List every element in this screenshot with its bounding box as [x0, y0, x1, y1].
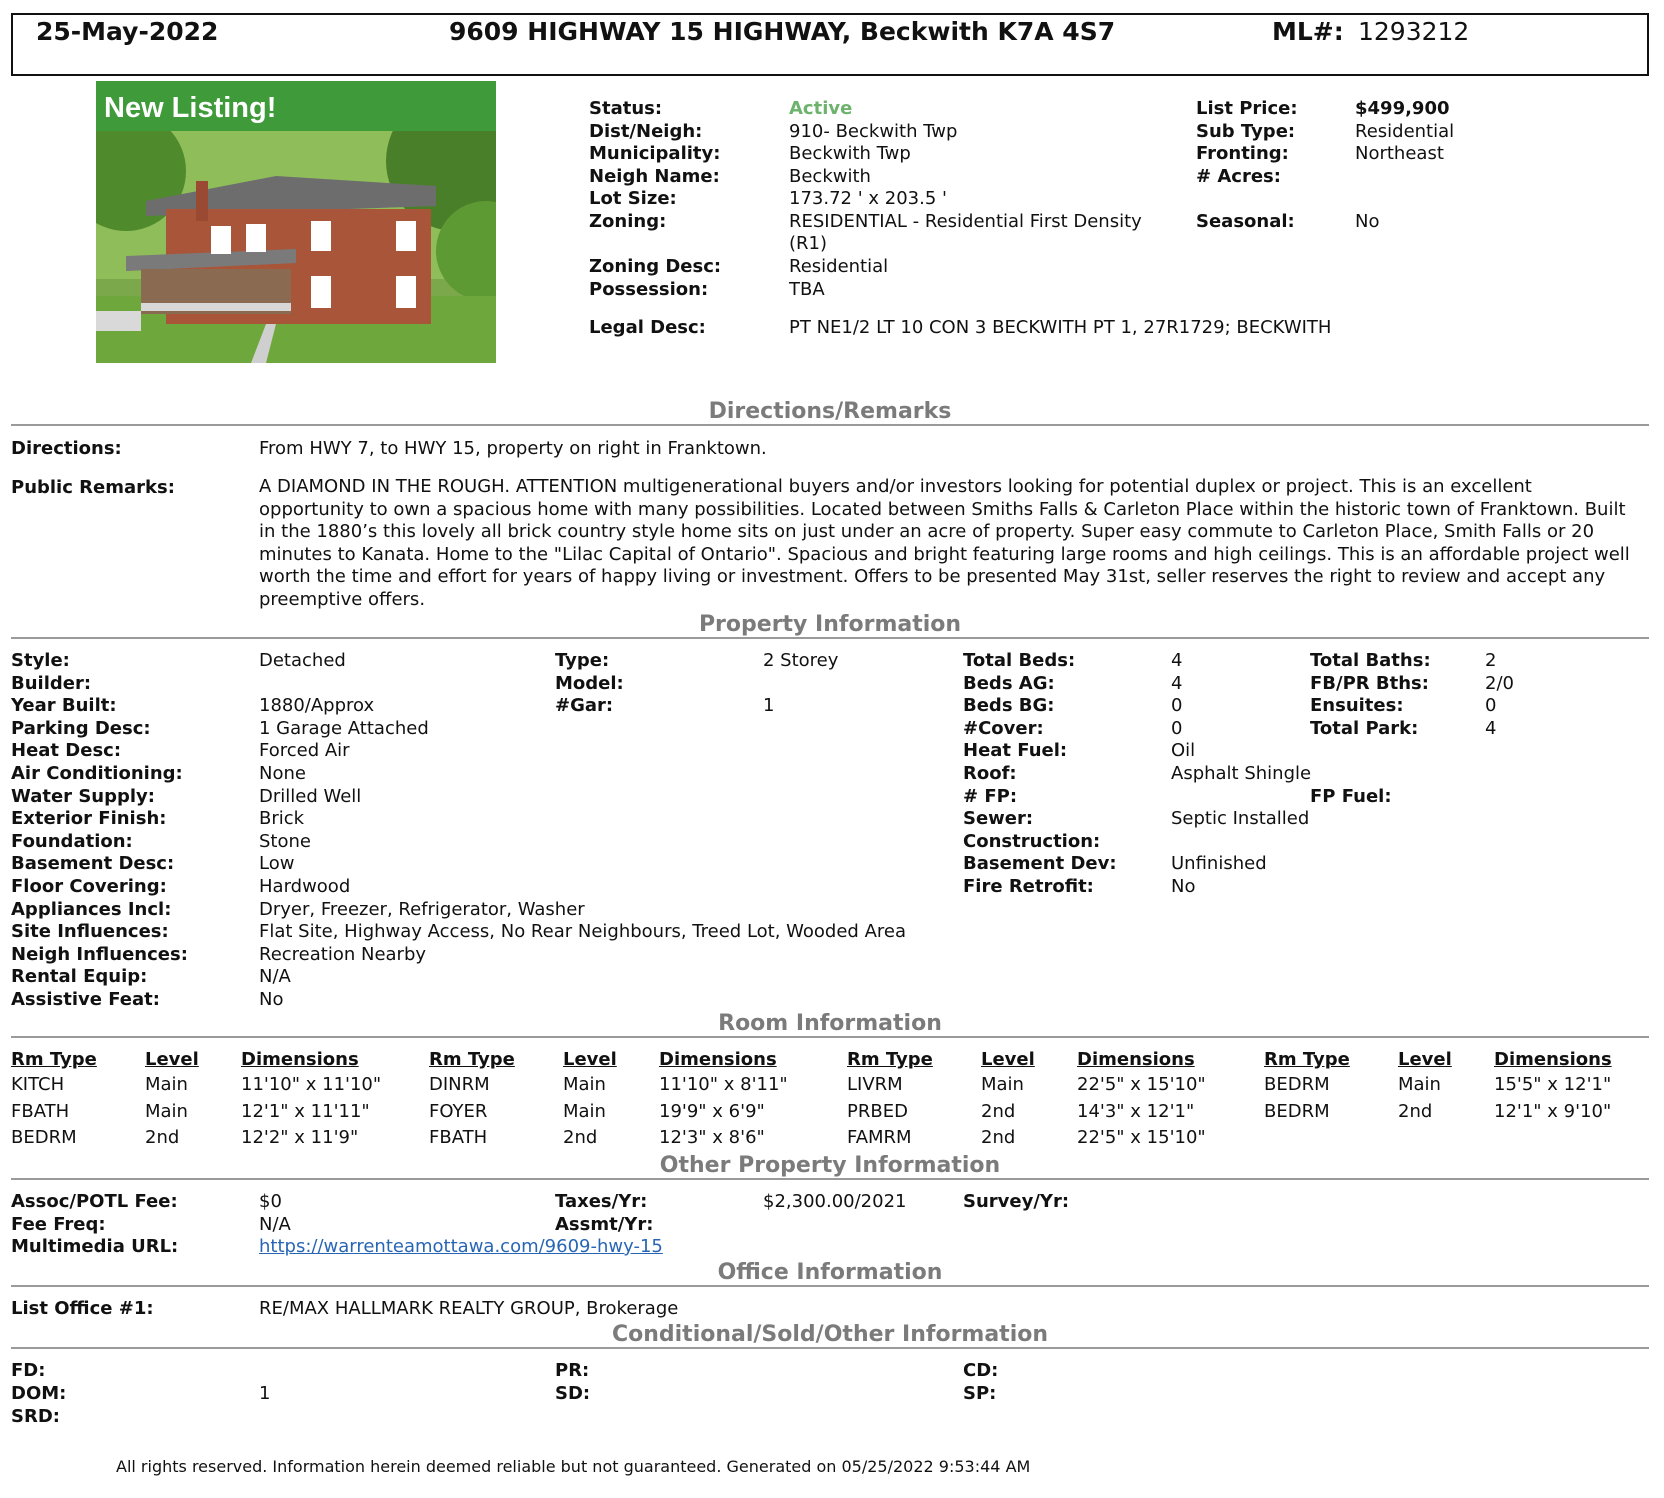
property-field-label: #Gar:	[555, 695, 614, 717]
assoc-fee-label: Assoc/POTL Fee:	[11, 1191, 178, 1212]
public-remarks-value: A DIAMOND IN THE ROUGH. ATTENTION multigenerational buyers and/or investors looking for potential duplex or project. This is an excellent opportunity to own a spacious home with many possibilities. Located between Smiths Falls & Carleton Place within the historic town of Franktown. Built in the 1880’s this lovely all brick country style home sits on just under an acre of property. Super easy commute to Carleton Place, Smith Falls or 20 minutes to Kanata. Home to the "Lilac Capital of Ontario". Spacious and bright featuring large rooms and high ceilings. This is an affordable project well worth the time and effort for years of happy living or investment. Offers to be presented May 31st, seller reserves the right to review and accept any preemptive offers.	[259, 476, 1630, 610]
room-level: 2nd	[981, 1100, 1016, 1122]
room-column-header: Rm Type	[11, 1049, 97, 1070]
property-field-value: 2	[1485, 650, 1497, 671]
sd-label: SD:	[555, 1383, 591, 1404]
room-column-header: Level	[563, 1049, 617, 1070]
assmt-label: Assmt/Yr:	[555, 1214, 654, 1235]
neigh-name-value: Beckwith	[789, 166, 871, 187]
sp-label: SP:	[963, 1383, 997, 1404]
property-field-value: Forced Air	[259, 740, 350, 762]
seasonal-value: No	[1355, 211, 1380, 232]
property-field-value: 4	[1485, 717, 1497, 739]
room-level: Main	[145, 1100, 188, 1122]
room-level: 2nd	[145, 1127, 180, 1148]
property-field-value: Flat Site, Highway Access, No Rear Neighbours, Treed Lot, Wooded Area	[259, 921, 907, 943]
room-dimensions: 15'5" x 12'1"	[1494, 1074, 1612, 1095]
property-field-label: Exterior Finish:	[11, 808, 167, 830]
property-field-label: FB/PR Bths:	[1310, 672, 1429, 694]
room-column-header: Rm Type	[847, 1049, 933, 1070]
section-title-rooms: Room Information	[718, 1011, 942, 1036]
list-office-label: List Office #1:	[11, 1298, 154, 1319]
legal-desc-value: PT NE1/2 LT 10 CON 3 BECKWITH PT 1, 27R1729; BECKWITH	[789, 317, 1332, 338]
room-column-header: Dimensions	[241, 1049, 359, 1070]
zoning-value-line1: RESIDENTIAL - Residential First Density	[789, 211, 1142, 232]
listing-address: 9609 HIGHWAY 15 HIGHWAY, Beckwith K7A 4S7	[449, 17, 1116, 46]
property-field-value: Detached	[259, 650, 346, 671]
property-field-label: Appliances Incl:	[11, 898, 172, 920]
room-type: FAMRM	[847, 1127, 912, 1148]
multimedia-url-label: Multimedia URL:	[11, 1236, 179, 1257]
room-dimensions: 12'3" x 8'6"	[659, 1127, 765, 1148]
survey-label: Survey/Yr:	[963, 1191, 1070, 1212]
zoning-desc-value: Residential	[789, 256, 889, 277]
property-field-label: Ensuites:	[1310, 695, 1404, 717]
legal-desc-label: Legal Desc:	[589, 317, 706, 338]
section-divider	[11, 1285, 1649, 1287]
property-field-value: 0	[1485, 695, 1497, 717]
property-field-label: Parking Desc:	[11, 717, 151, 739]
directions-label: Directions:	[11, 438, 122, 459]
property-field-label: Builder:	[11, 672, 92, 694]
property-field-label: Type:	[555, 650, 610, 671]
multimedia-url-link[interactable]: https://warrenteamottawa.com/9609-hwy-15	[259, 1236, 663, 1257]
section-divider	[11, 424, 1649, 426]
section-title-directions: Directions/Remarks	[708, 399, 952, 424]
zoning-value-line2: (R1)	[789, 233, 828, 254]
property-field-label: Construction:	[963, 830, 1101, 852]
zoning-label: Zoning:	[589, 211, 667, 232]
dom-label: DOM:	[11, 1383, 67, 1404]
property-field-label: Rental Equip:	[11, 966, 148, 988]
property-field-label: Heat Desc:	[11, 740, 122, 762]
section-divider	[11, 1178, 1649, 1180]
room-column-header: Dimensions	[659, 1049, 777, 1070]
property-field-value: No	[1171, 876, 1196, 897]
possession-label: Possession:	[589, 279, 709, 300]
lot-size-value: 173.72 ' x 203.5 '	[789, 188, 947, 209]
property-field-value: Dryer, Freezer, Refrigerator, Washer	[259, 898, 585, 920]
property-field-value: 1	[763, 695, 775, 717]
report-date: 25-May-2022	[36, 17, 219, 46]
ml-label: ML#:	[1272, 17, 1344, 46]
property-field-label: Water Supply:	[11, 785, 155, 807]
property-field-value: 1880/Approx	[259, 695, 375, 717]
room-column-header: Level	[1398, 1049, 1452, 1070]
section-title-office: Office Information	[717, 1260, 943, 1285]
room-column-header: Rm Type	[1264, 1049, 1350, 1070]
fd-label: FD:	[11, 1360, 46, 1381]
seasonal-label: Seasonal:	[1196, 211, 1295, 232]
srd-label: SRD:	[11, 1406, 60, 1427]
lot-size-label: Lot Size:	[589, 188, 677, 209]
property-field-label: Air Conditioning:	[11, 763, 183, 784]
room-column-header: Level	[145, 1049, 199, 1070]
property-field-value: 2/0	[1485, 672, 1514, 694]
property-field-label: Beds AG:	[963, 672, 1055, 694]
room-type: KITCH	[11, 1074, 65, 1095]
room-dimensions: 12'1" x 11'11"	[241, 1100, 370, 1122]
property-field-value: Unfinished	[1171, 853, 1267, 875]
assoc-fee-value: $0	[259, 1191, 282, 1212]
property-field-label: Assistive Feat:	[11, 989, 160, 1010]
acres-label: # Acres:	[1196, 166, 1281, 187]
room-level: 2nd	[981, 1127, 1016, 1148]
property-field-label: Neigh Influences:	[11, 943, 188, 965]
dom-value: 1	[259, 1383, 271, 1404]
property-field-value: 0	[1171, 717, 1183, 739]
room-type: BEDRM	[1264, 1100, 1330, 1122]
room-type: BEDRM	[11, 1127, 77, 1148]
room-dimensions: 19'9" x 6'9"	[659, 1100, 765, 1122]
property-field-value: Hardwood	[259, 876, 351, 897]
room-type: BEDRM	[1264, 1074, 1330, 1095]
room-level: Main	[981, 1074, 1024, 1095]
property-field-value: Recreation Nearby	[259, 943, 427, 965]
room-level: Main	[145, 1074, 188, 1095]
room-column-header: Rm Type	[429, 1049, 515, 1070]
dist-label: Dist/Neigh:	[589, 121, 703, 142]
fee-freq-label: Fee Freq:	[11, 1214, 106, 1235]
room-dimensions: 11'10" x 8'11"	[659, 1074, 788, 1095]
status-label: Status:	[589, 98, 663, 119]
room-dimensions: 22'5" x 15'10"	[1077, 1074, 1206, 1095]
property-field-value: Stone	[259, 830, 311, 852]
room-column-header: Dimensions	[1077, 1049, 1195, 1070]
listing-photo	[96, 81, 496, 363]
fp-fuel-label: FP Fuel:	[1310, 786, 1392, 807]
property-field-label: Beds BG:	[963, 695, 1055, 717]
property-field-label: Total Baths:	[1310, 650, 1431, 671]
section-title-conditional: Conditional/Sold/Other Information	[611, 1322, 1049, 1347]
room-type: PRBED	[847, 1100, 908, 1122]
room-level: 2nd	[563, 1127, 598, 1148]
property-field-value: N/A	[259, 966, 291, 988]
directions-value: From HWY 7, to HWY 15, property on right in Franktown.	[259, 438, 767, 459]
section-title-property: Property Information	[698, 612, 962, 637]
fronting-label: Fronting:	[1196, 143, 1289, 164]
new-listing-banner: New Listing!	[104, 92, 277, 124]
section-divider	[11, 1347, 1649, 1349]
property-field-value: 4	[1171, 650, 1183, 671]
property-field-label: Site Influences:	[11, 921, 169, 943]
fee-freq-value: N/A	[259, 1214, 291, 1235]
fronting-value: Northeast	[1355, 143, 1444, 164]
property-field-label: Total Beds:	[963, 650, 1076, 671]
room-type: LIVRM	[847, 1074, 903, 1095]
neigh-name-label: Neigh Name:	[589, 166, 720, 187]
room-dimensions: 14'3" x 12'1"	[1077, 1100, 1195, 1122]
property-field-label: Style:	[11, 650, 70, 671]
taxes-value: $2,300.00/2021	[763, 1191, 907, 1212]
status-value: Active	[789, 98, 853, 119]
room-level: Main	[1398, 1074, 1441, 1095]
room-level: Main	[563, 1074, 606, 1095]
property-field-value: Oil	[1171, 740, 1196, 762]
zoning-desc-label: Zoning Desc:	[589, 256, 722, 277]
municipality-value: Beckwith Twp	[789, 143, 911, 164]
property-field-label: Floor Covering:	[11, 876, 167, 897]
property-field-label: Basement Dev:	[963, 853, 1117, 875]
taxes-label: Taxes/Yr:	[555, 1191, 648, 1212]
room-dimensions: 11'10" x 11'10"	[241, 1074, 382, 1095]
property-field-value: None	[259, 763, 306, 784]
room-dimensions: 22'5" x 15'10"	[1077, 1127, 1206, 1148]
sub-type-value: Residential	[1355, 121, 1455, 142]
room-level: 2nd	[1398, 1100, 1433, 1122]
property-field-label: #Cover:	[963, 717, 1044, 739]
house-photo	[96, 81, 496, 363]
public-remarks-label: Public Remarks:	[11, 477, 175, 498]
dist-value: 910- Beckwith Twp	[789, 121, 958, 142]
section-divider	[11, 637, 1649, 639]
room-dimensions: 12'2" x 11'9"	[241, 1127, 359, 1148]
property-field-label: Fire Retrofit:	[963, 876, 1094, 897]
property-field-value: 4	[1171, 672, 1183, 694]
municipality-label: Municipality:	[589, 143, 721, 164]
property-field-value: 2 Storey	[763, 650, 839, 671]
possession-value: TBA	[789, 279, 825, 300]
property-field-value: Septic Installed	[1171, 808, 1310, 830]
section-title-other: Other Property Information	[659, 1153, 1001, 1178]
property-field-value: 0	[1171, 695, 1183, 717]
property-field-value: Drilled Well	[259, 785, 362, 807]
property-field-label: Foundation:	[11, 830, 133, 852]
cd-label: CD:	[963, 1360, 999, 1381]
property-field-label: Basement Desc:	[11, 853, 175, 875]
footer-disclaimer: All rights reserved. Information herein deemed reliable but not guaranteed. Generated on 05/25/2022 9:53:44 AM	[116, 1457, 1031, 1476]
sub-type-label: Sub Type:	[1196, 121, 1296, 142]
property-field-value: Low	[259, 853, 295, 875]
list-price-label: List Price:	[1196, 98, 1298, 119]
room-type: FBATH	[11, 1100, 70, 1122]
property-field-value: No	[259, 989, 284, 1010]
property-field-label: Heat Fuel:	[963, 740, 1068, 762]
property-field-label: Roof:	[963, 763, 1017, 784]
room-column-header: Level	[981, 1049, 1035, 1070]
ml-number: 1293212	[1358, 17, 1470, 46]
list-price-value: $499,900	[1355, 98, 1450, 119]
room-level: Main	[563, 1100, 606, 1122]
pr-label: PR:	[555, 1360, 590, 1381]
room-type: FOYER	[429, 1100, 488, 1122]
section-divider	[11, 1036, 1649, 1038]
property-field-label: # FP:	[963, 785, 1018, 807]
property-field-value: 1 Garage Attached	[259, 717, 429, 739]
property-field-label: Sewer:	[963, 808, 1034, 830]
property-field-label: Model:	[555, 672, 624, 694]
room-type: DINRM	[429, 1074, 490, 1095]
list-office-value: RE/MAX HALLMARK REALTY GROUP, Brokerage	[259, 1298, 679, 1319]
room-column-header: Dimensions	[1494, 1049, 1612, 1070]
property-field-value: Brick	[259, 808, 305, 830]
property-field-label: Total Park:	[1310, 717, 1419, 739]
property-field-label: Year Built:	[11, 695, 117, 717]
room-type: FBATH	[429, 1127, 488, 1148]
room-dimensions: 12'1" x 9'10"	[1494, 1100, 1612, 1122]
property-field-value: Asphalt Shingle	[1171, 763, 1312, 784]
